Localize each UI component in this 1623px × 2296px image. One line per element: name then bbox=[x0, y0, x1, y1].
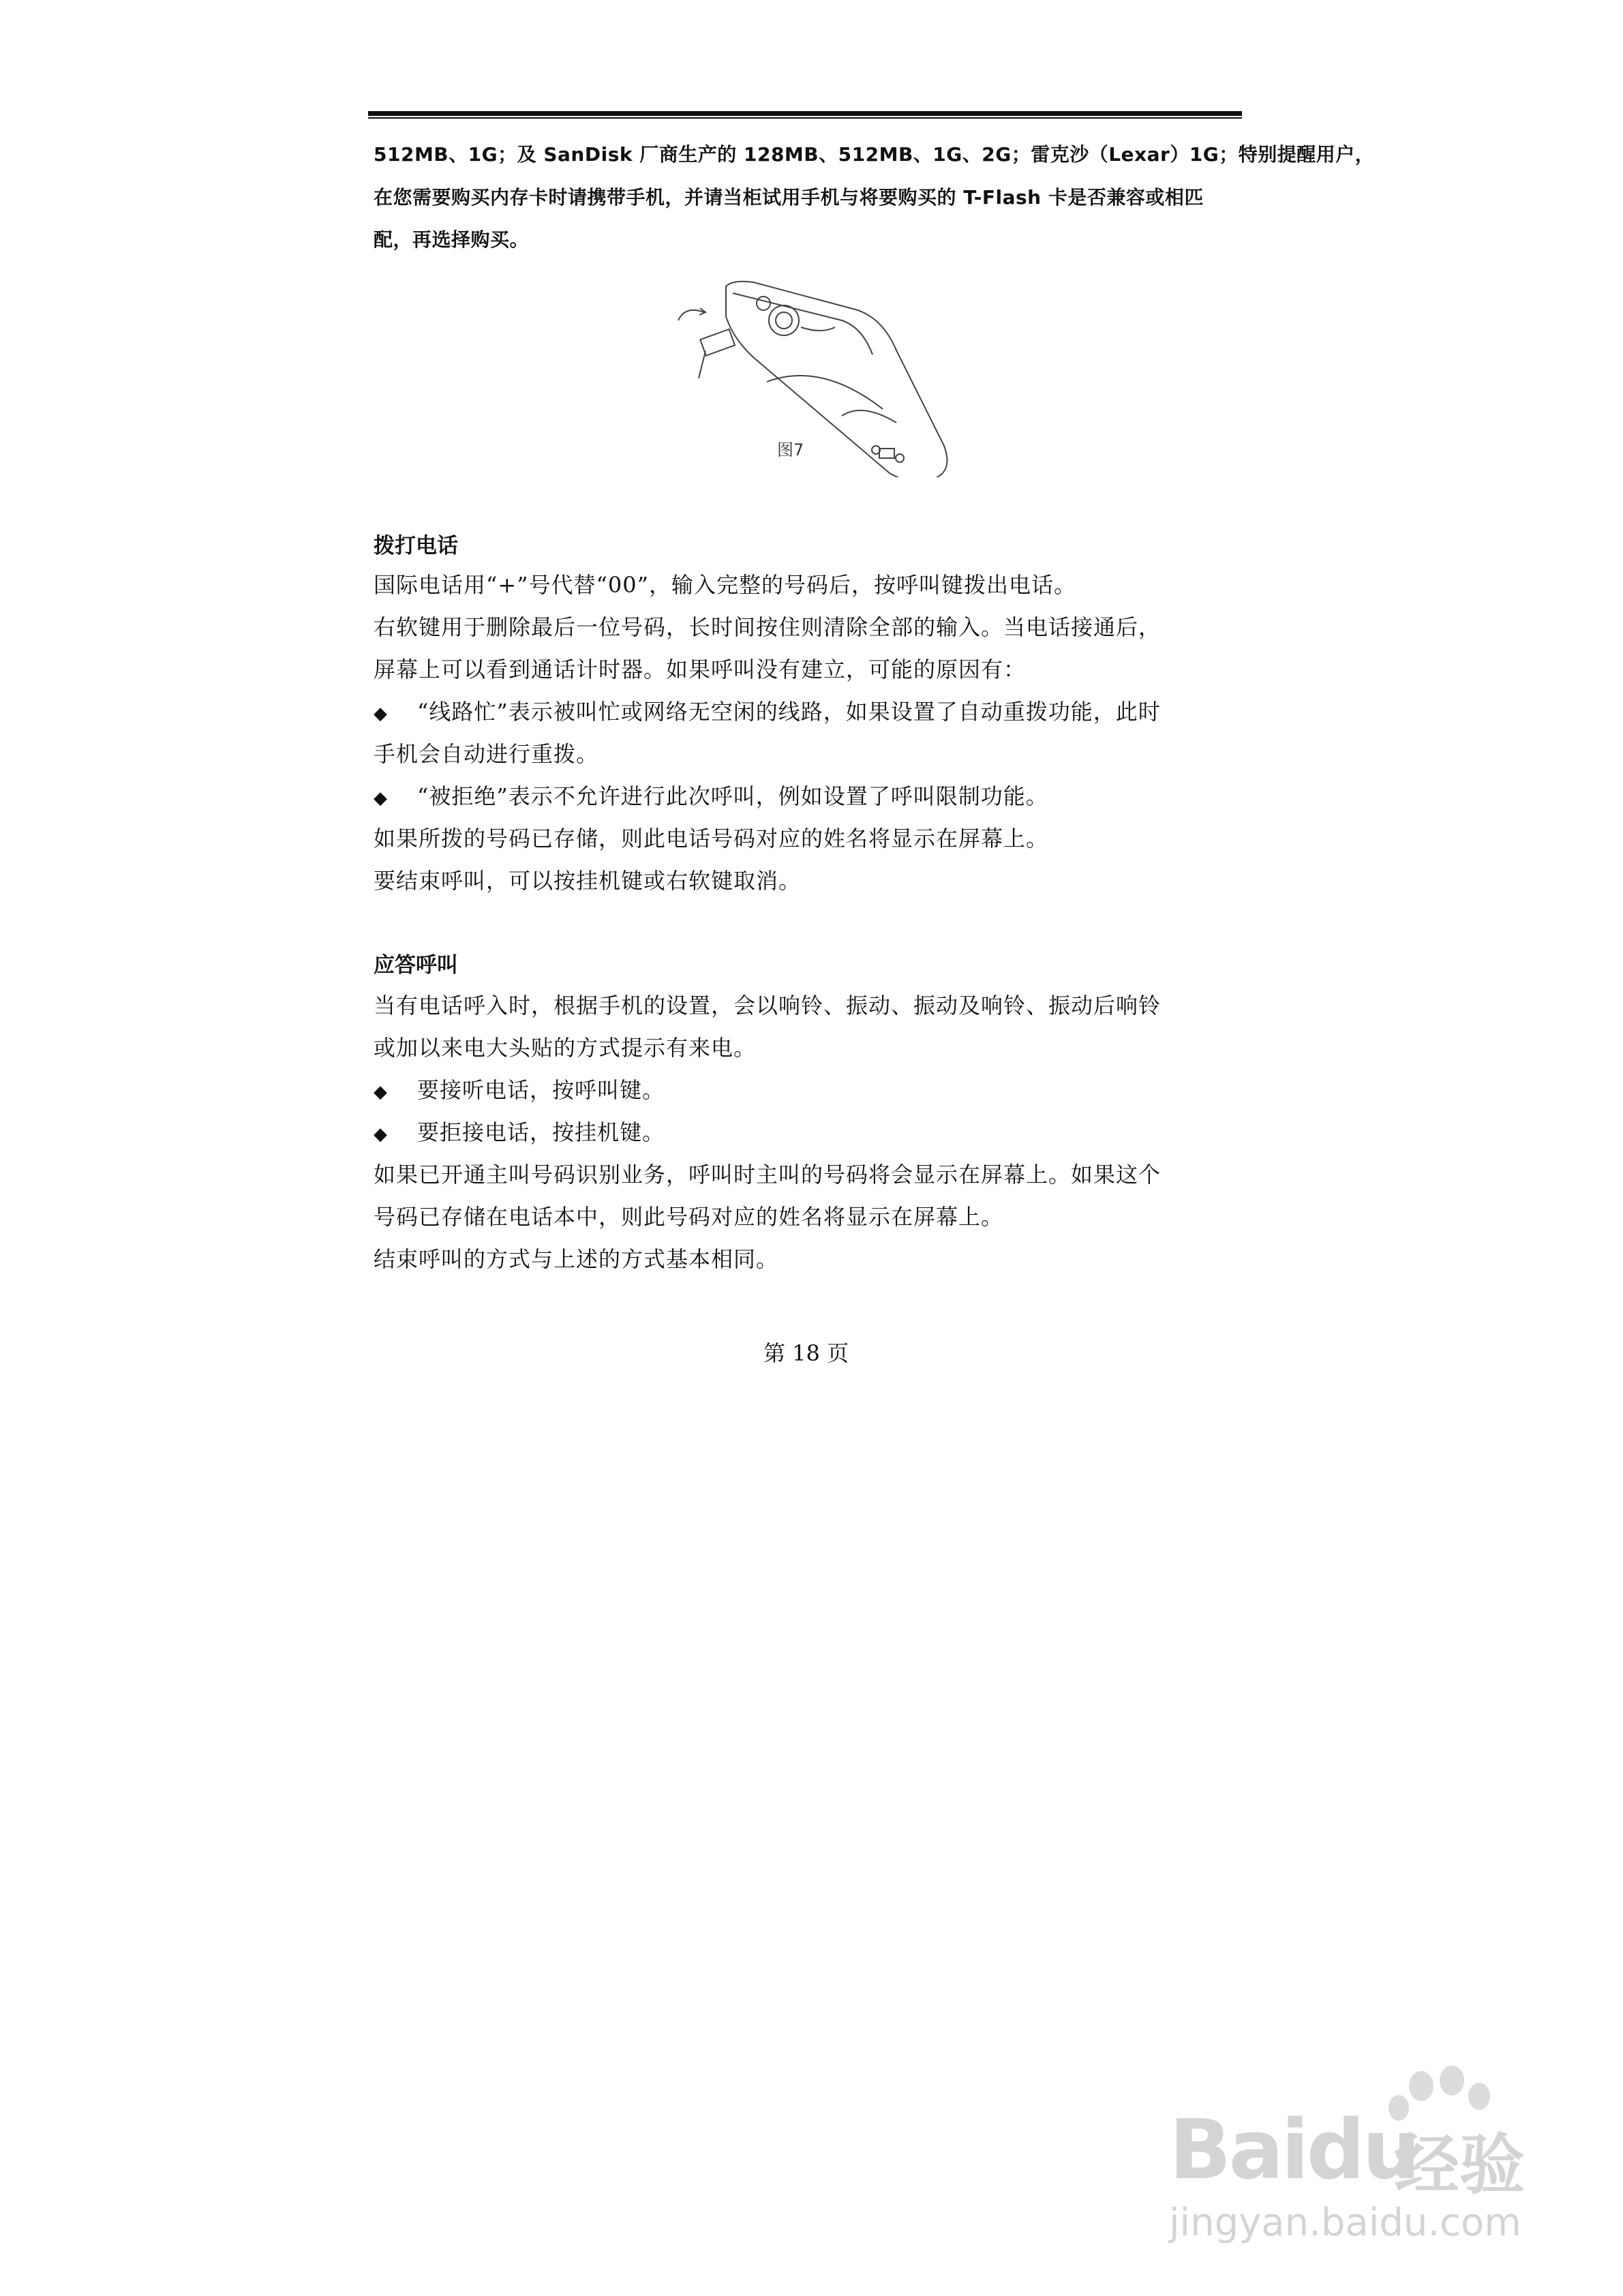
watermark-brand-cn: 经验 bbox=[1394, 2127, 1525, 2203]
header-rule bbox=[368, 111, 1242, 116]
figure-caption: 图7 bbox=[777, 440, 804, 459]
answer-bullet-1 bbox=[374, 1073, 665, 1104]
phone-tflash-illustration bbox=[665, 273, 951, 477]
page-number: 第 18 页 bbox=[763, 1340, 849, 1366]
watermark-brand: Baidu bbox=[1169, 2103, 1418, 2198]
dial-line-1: 国际电话用“+”号代替“00”，输入完整的号码后，按呼叫键拨出电话。 bbox=[374, 572, 1076, 598]
answer-line-1: 当有电话呼入时，根据手机的设置，会以响铃、振动、振动及响铃、振动后响铃 bbox=[374, 993, 1162, 1018]
answer-tail-3: 结束呼叫的方式与上述的方式基本相同。 bbox=[374, 1246, 779, 1272]
answer-heading: 应答呼叫 bbox=[374, 953, 458, 978]
dial-line-3: 屏幕上可以看到通话计时器。如果呼叫没有建立，可能的原因有： bbox=[374, 656, 1027, 682]
intro-line-2: 在您需要购买内存卡时请携带手机，并请当柜试用手机与将要购买的 T-Flash 卡是否兼容或相匹 bbox=[374, 186, 1204, 209]
dial-bullet-2 bbox=[374, 779, 1048, 811]
header-rule-thin bbox=[368, 117, 1242, 119]
intro-line-3: 配，再选择购买。 bbox=[374, 228, 530, 251]
dial-bullet-2-text: “被拒绝”表示不允许进行此次呼叫，例如设置了呼叫限制功能。 bbox=[417, 783, 1048, 809]
watermark-url: jingyan.baidu.com bbox=[1169, 2201, 1521, 2245]
diamond-bullet-icon: ◆ bbox=[374, 704, 388, 724]
diamond-bullet-icon: ◆ bbox=[374, 788, 388, 809]
answer-tail-2: 号码已存储在电话本中，则此号码对应的姓名将显示在屏幕上。 bbox=[374, 1204, 1004, 1230]
dial-tail-1: 如果所拨的号码已存储，则此电话号码对应的姓名将显示在屏幕上。 bbox=[374, 826, 1049, 851]
diamond-bullet-icon: ◆ bbox=[374, 1124, 388, 1145]
answer-bullet-2 bbox=[374, 1115, 665, 1147]
dial-bullet-1 bbox=[374, 695, 1161, 726]
diamond-bullet-icon: ◆ bbox=[374, 1082, 388, 1102]
dial-bullet-1-text: “线路忙”表示被叫忙或网络无空闲的线路，如果设置了自动重拨功能，此时 bbox=[417, 699, 1161, 725]
dial-heading: 拨打电话 bbox=[374, 534, 458, 558]
answer-bullet-1-text: 要接听电话，按呼叫键。 bbox=[417, 1077, 665, 1103]
dial-bullet-1-cont: 手机会自动进行重拨。 bbox=[374, 741, 599, 767]
answer-tail-1: 如果已开通主叫号码识别业务，呼叫时主叫的号码将会显示在屏幕上。如果这个 bbox=[374, 1162, 1162, 1188]
answer-line-2: 或加以来电大头贴的方式提示有来电。 bbox=[374, 1035, 757, 1061]
intro-line-1: 512MB、1G；及 SanDisk 厂商生产的 128MB、512MB、1G、2G；雷克沙（Lexar）1G；特别提醒用户， bbox=[374, 143, 1375, 166]
answer-bullet-2-text: 要拒接电话，按挂机键。 bbox=[417, 1119, 665, 1145]
dial-tail-2: 要结束呼叫，可以按挂机键或右软键取消。 bbox=[374, 868, 802, 894]
dial-line-2: 右软键用于删除最后一位号码，长时间按住则清除全部的输入。当电话接通后， bbox=[374, 614, 1162, 640]
